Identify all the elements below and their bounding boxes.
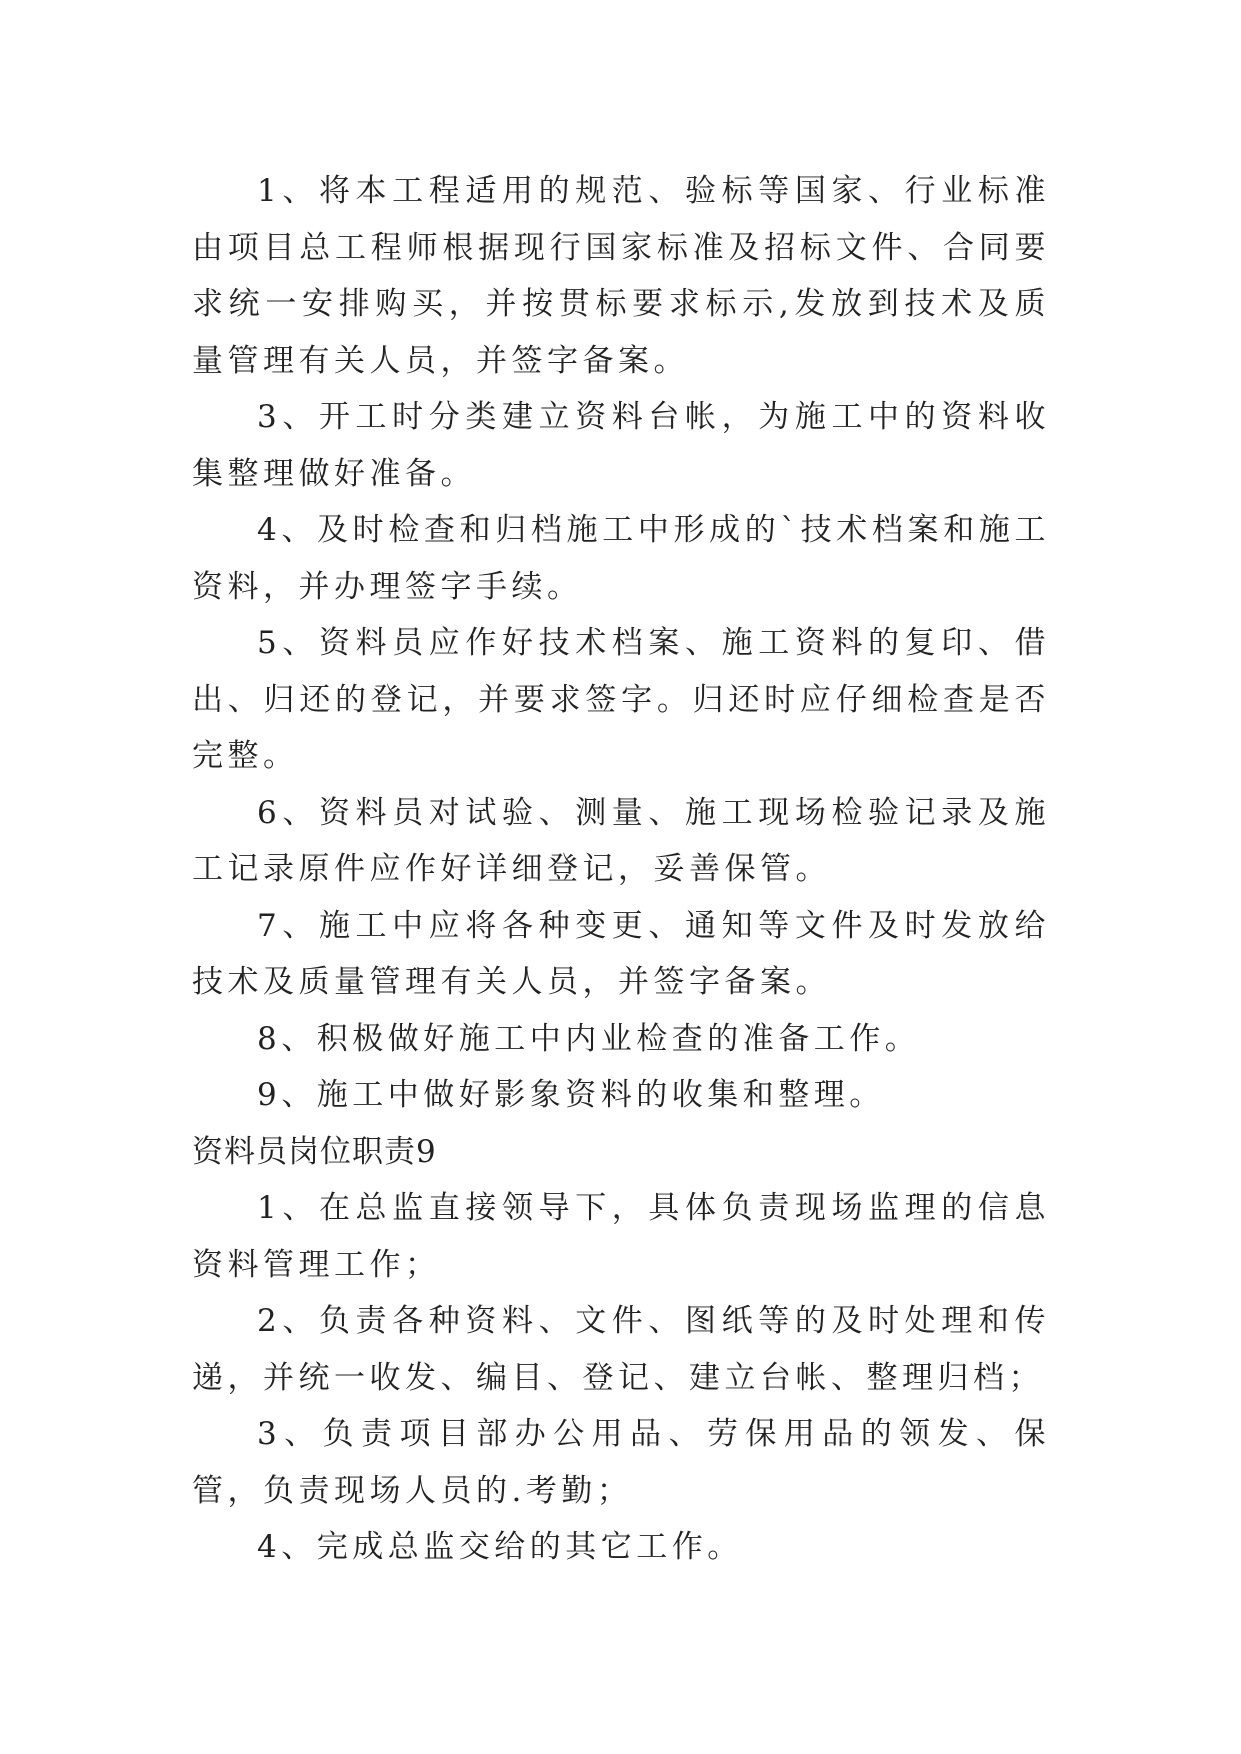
- paragraph: 4、及时检查和归档施工中形成的`技术档案和施工资料，并办理签字手续。: [192, 512, 1050, 605]
- paragraph: 4、完成总监交给的其它工作。: [257, 1529, 743, 1565]
- paragraph: 5、资料员应作好技术档案、施工资料的复印、借出、归还的登记，并要求签字。归还时应仔细检查是否完整。: [192, 625, 1050, 774]
- document-body: [192, 163, 1050, 1576]
- section-heading: 资料员岗位职责9: [192, 1133, 437, 1170]
- paragraph: 3、开工时分类建立资料台帐，为施工中的资料收集整理做好准备。: [192, 399, 1050, 492]
- paragraph: 2、负责各种资料、文件、图纸等的及时处理和传递，并统一收发、编目、登记、建立台帐、整理归档；: [192, 1303, 1050, 1396]
- paragraph: 6、资料员对试验、测量、施工现场检验记录及施工记录原件应作好详细登记，妥善保管。: [192, 794, 1050, 887]
- paragraph: 3、负责项目部办公用品、劳保用品的领发、保管，负责现场人员的.考勤；: [192, 1416, 1050, 1509]
- paragraph: 9、施工中做好影象资料的收集和整理。: [257, 1077, 885, 1113]
- paragraph: 1、将本工程适用的规范、验标等国家、行业标准由项目总工程师根据现行国家标准及招标文件、合同要求统一安排购买，并按贯标要求标示,发放到技术及质量管理有关人员，并签字备案。: [192, 173, 1050, 379]
- paragraph: 1、在总监直接领导下，具体负责现场监理的信息资料管理工作；: [192, 1190, 1050, 1283]
- paragraph: 8、积极做好施工中内业检查的准备工作。: [257, 1020, 921, 1057]
- paragraph: 7、施工中应将各种变更、通知等文件及时发放给技术及质量管理有关人员，并签字备案。: [192, 907, 1050, 1000]
